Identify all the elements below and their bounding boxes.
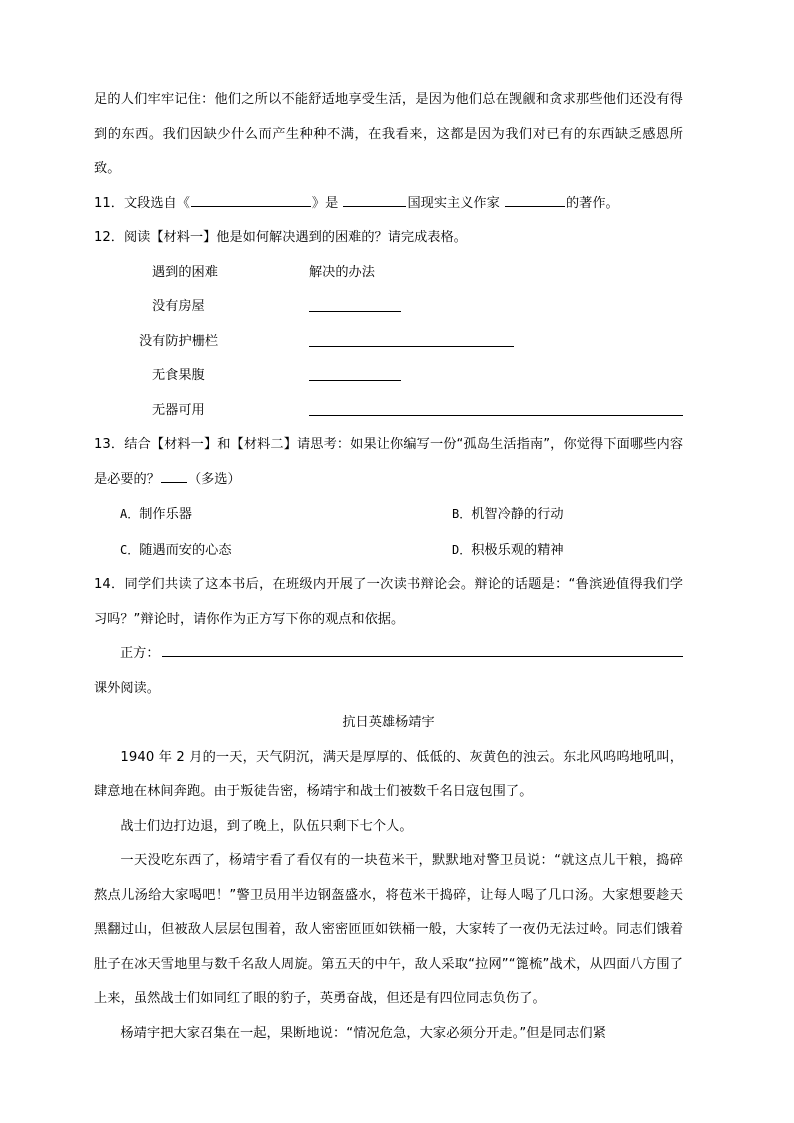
question-13-number: 13． (94, 437, 125, 452)
question-13-text-line1: 结合【材料一】和【材料二】请思考：如果让你编写一份“孤岛生活指南”，你觉得下 (124, 437, 617, 452)
choice-option-d[interactable] (452, 533, 683, 569)
question-11 (94, 187, 683, 222)
question-12-number: 12． (94, 230, 124, 245)
question-12 (94, 221, 683, 256)
table-cell-difficulty: 无食果腹 (152, 368, 205, 383)
question-13 (94, 428, 683, 497)
table-row (94, 359, 683, 394)
choice-d-letter: D． (452, 542, 472, 557)
answer-rule (309, 369, 401, 381)
table-row (94, 290, 683, 325)
top-passage-spacer (94, 0, 683, 187)
table-cell-answer-blank[interactable] (309, 359, 683, 394)
question-11-mid1: 》是 (311, 195, 339, 211)
table-cell-answer-blank[interactable] (309, 394, 683, 429)
choice-option-b[interactable] (452, 497, 683, 533)
table-cell-answer-blank[interactable] (309, 290, 683, 325)
question-13-text-line2-before: 面哪些内容是必要的？ (94, 437, 684, 487)
question-11-number: 11． (94, 195, 124, 211)
question-14 (94, 568, 683, 637)
worksheet-page (94, 0, 683, 1123)
table-row (94, 325, 683, 360)
choice-option-a[interactable] (94, 497, 452, 533)
choice-c-text: 随遇而安的心态 (139, 542, 232, 558)
question-14-number: 14． (94, 577, 125, 592)
question-13-text-line2-after: （多选） (187, 471, 241, 487)
choice-row-ab (94, 497, 683, 533)
table-row (94, 394, 683, 429)
choice-a-text: 制作乐器 (139, 507, 192, 522)
table-header-row (94, 256, 683, 291)
question-12-text: 阅读【材料一】他是如何解决遇到的困难的？请完成表格。 (123, 230, 467, 245)
table-cell-difficulty: 没有房屋 (152, 299, 205, 314)
question-11-country-blank[interactable] (343, 193, 406, 207)
answer-rule (309, 335, 514, 347)
choice-d-text: 积极乐观的精神 (471, 542, 564, 558)
question-13-answer-blank[interactable] (161, 469, 187, 483)
reading-paragraph-1: 1940 年 2 月的一天，天气阴沉，满天是厚厚的、低低的、灰黄色的浊云。东北风呜呜地吼叫，肆意地在林间奔跑。由于叛徒告密，杨靖宇和战士们被数千名日寇包围了。 (94, 749, 683, 799)
affirmative-answer-row (94, 637, 683, 672)
affirmative-label: 正方： (120, 646, 160, 661)
answer-rule (309, 404, 683, 416)
choice-b-letter: B． (452, 507, 472, 521)
reading-section-heading: 课外阅读。 (94, 680, 160, 696)
question-11-book-blank[interactable] (191, 193, 311, 207)
table-cell-difficulty: 无器可用 (152, 402, 205, 418)
question-14-text: 同学们共读了这本书后，在班级内开展了一次读书辩论会。辩论的话题是：“鲁滨逊值得我们学习吗？”辩论时，请你作为正方写下你的观点和依据。 (94, 577, 683, 627)
choice-b-text: 机智冷静的行动 (471, 507, 564, 522)
question-11-prefix: 文段选自《 (123, 195, 190, 211)
table-cell-answer-blank[interactable] (309, 325, 683, 360)
choice-row-cd (94, 533, 683, 569)
reading-passage-title: 抗日英雄杨靖宇 (342, 715, 435, 730)
reading-paragraph-3: 一天没吃东西了，杨靖宇看了看仅有的一块苞米干，默默地对警卫员说：“就这点儿干粮，捣碎熬点儿汤给大家喝吧！”警卫员用半边钢盔盛水，将苞米干捣碎，让每人喝了几口汤。大家想要趁天黑翻过山，但被敌人层层包围着，敌人密密匝匝如铁桶一般，大家转了一夜仍无法过岭。同志们饿着肚子在冰天雪地里与数千名敌人周旋。第五天的中午，敌人采取“拉网”“篦梳”战术，从四面八方围了上来，虽然战士们如同红了眼的豹子，英勇奋战，但还是有四位同志负伤了。 (94, 853, 683, 1006)
answer-rule (309, 300, 401, 312)
choice-option-c[interactable] (94, 533, 452, 569)
reading-paragraph-4: 杨靖宇把大家召集在一起，果断地说：“情况危急，大家必须分开走。”但是同志们紧 (120, 1025, 607, 1041)
question-11-author-blank[interactable] (505, 193, 565, 207)
choice-c-letter: C． (120, 542, 140, 557)
question-11-suffix: 的著作。 (566, 195, 619, 211)
top-passage-text: 足的人们牢牢记住：他们之所以不能舒适地享受生活，是因为他们总在觊觎和贪求那些他们还没有得到的东西。我们因缺少什么而产生种种不满，在我看来，这都是因为我们对已有的东西缺乏感恩所致。 (94, 92, 683, 176)
table-header-solution: 解决的办法 (309, 264, 375, 280)
affirmative-answer-blank[interactable] (162, 643, 683, 657)
table-header-difficulty: 遇到的困难 (152, 264, 218, 280)
table-cell-difficulty: 没有防护栅栏 (139, 333, 219, 349)
reading-paragraph-2: 战士们边打边退，到了晚上，队伍只剩下七个人。 (120, 818, 413, 834)
question-11-mid2: 国现实主义作家 (407, 195, 500, 211)
choice-a-letter: A． (120, 507, 140, 521)
answer-table (94, 256, 683, 429)
